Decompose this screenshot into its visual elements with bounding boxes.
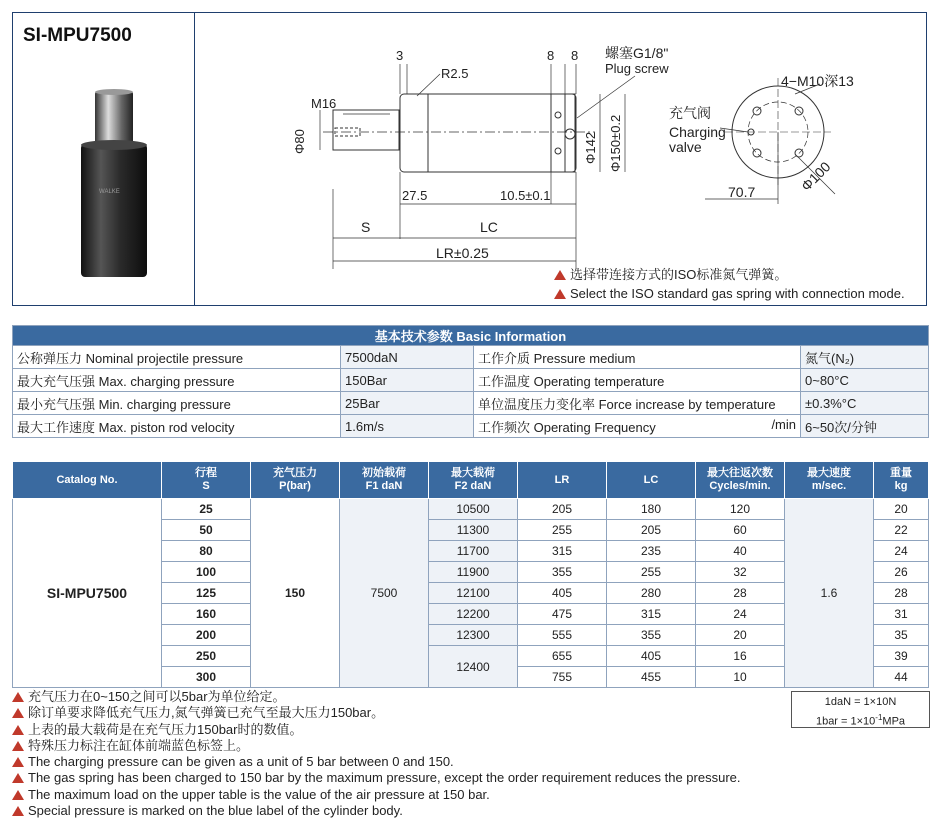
notes-top	[554, 265, 905, 303]
dim-105: 10.5±0.1	[500, 188, 551, 203]
dim-phi80: Φ80	[292, 129, 307, 154]
table-row: 200 12300 555 355 20 35	[13, 625, 929, 646]
dim-3: 3	[396, 48, 404, 63]
warning-icon	[12, 741, 24, 751]
dim-lc: LC	[480, 219, 498, 235]
catalog-f2-merged: 12400	[429, 646, 518, 688]
table-row: 300 755 455 10 44	[13, 667, 929, 688]
table-row: SI-MPU7500 25 150 7500 10500 205 180 120 1.6 20	[13, 499, 929, 520]
note-item: The gas spring has been charged to 150 bar by the maximum pressure, except the order requirement reduces the pressure.	[12, 770, 741, 786]
catalog-model: SI-MPU7500	[13, 499, 162, 688]
note-item: The charging pressure can be given as a unit of 5 bar between 0 and 150.	[12, 754, 741, 770]
note-top-cn: 选择带连接方式的ISO标准氮气弹簧。	[554, 265, 905, 284]
dim-phi150: Φ150±0.2	[608, 114, 623, 172]
note-top-en: Select the ISO standard gas spring with connection mode.	[554, 284, 905, 303]
dim-8a: 8	[547, 48, 555, 63]
warning-icon	[12, 790, 24, 800]
basic-info-title: 基本技术参数 Basic Information	[13, 326, 929, 346]
dim-m16: M16	[311, 96, 337, 111]
dim-s: S	[361, 219, 371, 235]
dim-r25: R2.5	[441, 66, 469, 81]
basic-row: 最小充气压强 Min. charging pressure 25Bar 单位温度压力变化率 Force increase by temperature ±0.3%°C	[13, 392, 929, 415]
plug-en: Plug screw	[605, 61, 669, 76]
unit-line-2: $1bar = 1\times 10^{-1}MPa$	[815, 713, 906, 728]
warning-icon	[554, 289, 566, 299]
dim-m10: 4−M10深13	[781, 73, 854, 89]
catalog-speed: 1.6	[785, 499, 874, 688]
basic-row: 最大工作速度 Max. piston rod velocity 1.6m/s 工作频次 Operating Frequency /min 6~50次/分钟	[13, 415, 929, 438]
unit-line-1: 1daN = 1×10N	[824, 696, 897, 708]
note-item: 除订单要求降低充气压力,氮气弹簧已充气至最大压力150bar。	[12, 705, 741, 721]
warning-icon	[12, 773, 24, 783]
table-row: 250 12400 655 405 16 39	[13, 646, 929, 667]
note-item: The maximum load on the upper table is the value of the air pressure at 150 bar.	[12, 787, 741, 803]
basic-info-table	[12, 325, 929, 438]
technical-drawing	[195, 14, 925, 304]
note-item: Special pressure is marked on the blue label of the cylinder body.	[12, 803, 741, 819]
catalog-header: Catalog No. 行程 S 充气压力 P(bar) 初始载荷 F1 daN 最大载荷 F2 daN LR LC 最大往返次数 Cycles/min. 最大速度 m/sec. 重量 kg	[13, 462, 929, 499]
warning-icon	[12, 692, 24, 702]
product-panel	[12, 12, 927, 306]
plug-cn: 螺塞G1/8"	[605, 45, 669, 61]
dim-lr: LR±0.25	[436, 245, 489, 261]
warning-icon	[12, 806, 24, 816]
dim-707: 70.7	[728, 184, 756, 200]
notes-bottom	[12, 689, 741, 819]
unit-conversion-box	[791, 691, 930, 728]
note-item: 特殊压力标注在缸体前端蓝色标签上。	[12, 738, 741, 754]
model-title: SI-MPU7500	[23, 25, 132, 46]
basic-row: 公称弹压力 Nominal projectile pressure 7500daN 工作介质 Pressure medium 氮气(N₂)	[13, 346, 929, 369]
table-row: 80 11700 315 235 40 24	[13, 541, 929, 562]
warning-icon	[12, 725, 24, 735]
warning-icon	[554, 270, 566, 280]
dim-8b: 8	[571, 48, 579, 63]
table-row: 125 12100 405 280 28 28	[13, 583, 929, 604]
valve-en1: Charging	[669, 124, 726, 140]
warning-icon	[12, 757, 24, 767]
dim-275: 27.5	[402, 188, 428, 203]
dim-phi100: Φ100	[797, 158, 834, 195]
valve-en2: valve	[669, 139, 702, 155]
photo-brand: WALKE	[99, 189, 120, 195]
catalog-table	[12, 461, 929, 688]
table-row: 100 11900 355 255 32 26	[13, 562, 929, 583]
basic-row: 最大充气压强 Max. charging pressure 150Bar 工作温度 Operating temperature 0~80°C	[13, 369, 929, 392]
valve-cn: 充气阀	[669, 105, 711, 121]
catalog-pressure: 150	[251, 499, 340, 688]
table-row: 50 11300 255 205 60 22	[13, 520, 929, 541]
catalog-f1: 7500	[340, 499, 429, 688]
dim-phi142: Φ142	[583, 131, 598, 164]
note-item: 上表的最大载荷是在充气压力150bar时的数值。	[12, 722, 741, 738]
warning-icon	[12, 708, 24, 718]
product-photo	[75, 89, 153, 279]
table-row: 160 12200 475 315 24 31	[13, 604, 929, 625]
note-item: 充气压力在0~150之间可以5bar为单位给定。	[12, 689, 741, 705]
